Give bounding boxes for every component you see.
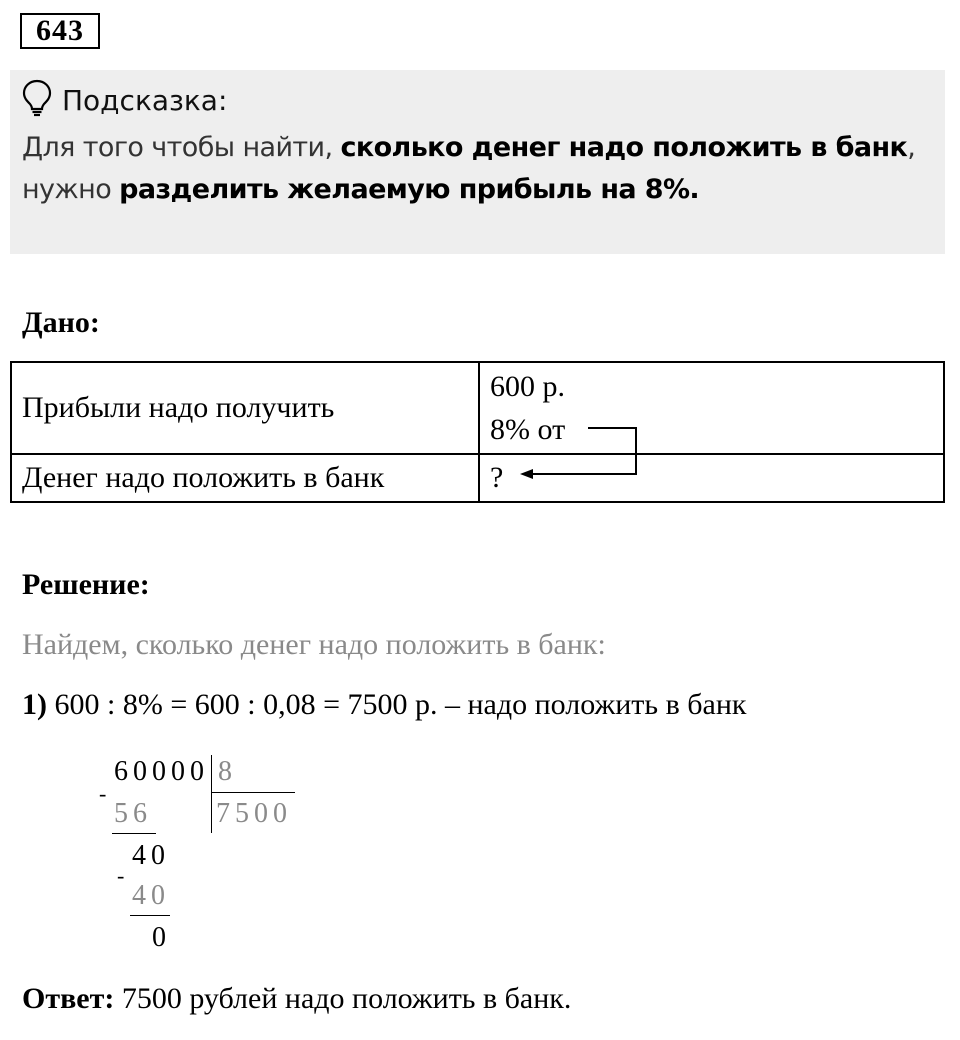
given-row1-label: Прибыли надо получить [11, 362, 479, 454]
given-table [10, 361, 945, 503]
given-row2-value: ? [479, 454, 944, 502]
division-divisor-underline [211, 792, 295, 793]
solution-intro: Найдем, сколько денег надо положить в банк: [22, 628, 606, 661]
divisor: 8 [218, 756, 237, 787]
dividend: 60000 [114, 756, 209, 787]
given-row1-value: 600 р. 8% от [479, 362, 944, 454]
subtraction-line-2 [130, 915, 170, 916]
answer-line: Ответ: 7500 рублей надо положить в банк. [22, 982, 572, 1015]
solution-heading: Решение: [22, 568, 150, 601]
hint-box [10, 70, 945, 254]
subtrahend-2: 40 [132, 880, 170, 911]
subtraction-line-1 [112, 833, 156, 834]
hint-title: Подсказка: [62, 83, 228, 117]
given-heading: Дано: [22, 306, 100, 339]
subtrahend-1: 56 [114, 798, 152, 829]
remainder-2: 0 [152, 922, 171, 953]
task-number: 643 [20, 13, 100, 49]
quotient: 7500 [216, 798, 292, 829]
given-row2-label: Денег надо положить в банк [11, 454, 479, 502]
relation-arrow [520, 420, 650, 485]
long-division [0, 750, 320, 960]
hint-header [22, 80, 227, 120]
minus-sign-1: - [99, 781, 112, 806]
lightbulb-icon [22, 79, 52, 121]
solution-step-1: 1) 600 : 8% = 600 : 0,08 = 7500 р. – надо положить в банк [22, 688, 747, 721]
hint-line-2: нужно разделить желаемую прибыль на 8%. [22, 174, 700, 205]
remainder-1: 40 [132, 840, 170, 871]
division-vertical-bar [211, 755, 212, 833]
minus-sign-2: - [117, 863, 130, 888]
hint-line-1: Для того чтобы найти, сколько денег надо положить в банк, [22, 132, 916, 163]
